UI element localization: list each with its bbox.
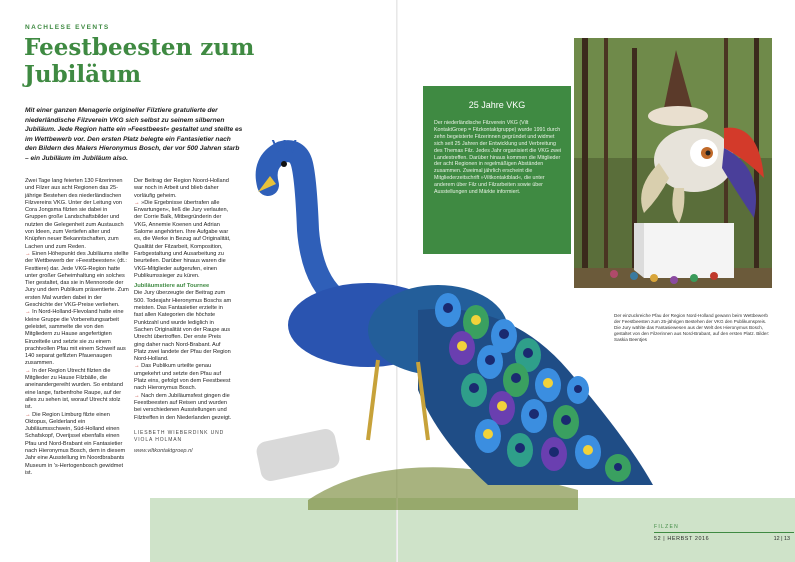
paragraph: → »Die Ergebnisse übertrafen alle Erwartungen«, ließ die Jury verlauten, der Corrie Balk, Mitbegründerin der VKG, Annemie Koenen und Adrian Salome angehörten. Ihre Aufgabe war es, die Werke in Bezug auf Originalität, Qualität der Filzarbeit, Komposition, Farbgestaltung und Ausarbeitung zu beurteilen. Darüber hinaus waren die VKG-Mitglieder aufgerufen, einen Publikumssieger zu küren.: [134, 199, 231, 279]
paragraph: → Die Region Limburg filzte einen Oktopus, Gelderland ein Jubiläumsschwein, Süd-Holland einen Schafskopf, Overijssel ebenfalls einen Pfau und Nord-Brabant ein Fantasietier nach Hieronymus Bosch, dem in diesem Jahr eine Ausstellung im Noordbrabants Museum in 's-Hertogenbosch gewidmet ist.: [25, 411, 126, 476]
bullet-arrow-icon: →: [134, 363, 142, 370]
bullet-arrow-icon: →: [25, 411, 33, 418]
body-column-1: [25, 178, 129, 477]
paragraph: Der Beitrag der Region Noord-Holland war noch in Arbeit und blieb daher vorläufig geheim.: [134, 178, 229, 199]
paragraph: → In Nord-Holland-Flevoland hatte eine kleine Gruppe die Vorbereitungsarbeit geleistet, sammelte die von den Mitgliedern zu Hause angefertigten Einzelteile und setzte sie zu einem prachtvollen Pfau mit einem Schweif aus 140 separat gefilzten Pfauenaugen zusammen.: [25, 309, 126, 367]
paragraph: → Nach dem Jubiläumsfest gingen die Feestbeesten auf Reisen und wurden bei verschiedenen Ausstellungen und Filztreffen in den Niederlanden gezeigt.: [134, 392, 232, 421]
paragraph: → In der Region Utrecht filzten die Mitglieder zu Hause Filzbälle, die aneinandergereiht wurden. So entstand eine lange, farbenfrohe Raupe, auf der alles zu sehen ist, worauf Utrecht stolz ist.: [25, 367, 123, 411]
article-lead: Mit einer ganzen Menagerie origineller Filztiere gratulierte der niederländische Filzverein VKG sich selbst zu seinem silbernen Jubiläum. Jede Region hatte ein »Feestbeest« gestaltet und stellte es im Wettbewerb vor. Den ersten Platz belegte ein Fantasietier nach den Bildern des Malers Hieronymus Bosch, der vor 500 Jahren starb – ein Jubiläum im Jubiläum also.: [25, 107, 243, 162]
sidebar-text: Der niederländische Filzverein VKG (Vilt KontaktGroep = Filzkontaktgruppe) wurde 1991 durch zehn begeisterte Filzerinnen gegründet und widmet sich seit 25 Jahren der Entwicklung und Verbreitung des Themas Filz. Jedes Jahr organisiert die VKG zwei Landestreffen. Darüber hinaus kommen die Mitglieder der acht Regionen in regelmäßigen Abständen zusammen. Zweimal jährlich erscheint die Mitgliederzeitschrift »Viltkontaktblad«, die unter anderem über Filz und Filzarbeiten sowie über Ausstellungen und Märkte informiert.: [434, 120, 562, 196]
paragraph: Zwei Tage lang feierten 130 Filzerinnen und Filzer aus acht Regionen das 25-jährige Bestehen des niederländischen Filzvereins VKG. Unter der Leitung von Cora Jongsma filzten sie dabei in Gruppen große Landschaftsbilder und nutzten die Gelegenheit zum Austausch von Ideen, zum Vertiefen alter und Knüpfen neuer Bekanntschaften, zum Lachen und zum Reden.: [25, 178, 124, 250]
issue-label: 52 | HERBST 2016: [654, 536, 710, 542]
bullet-arrow-icon: →: [25, 309, 33, 316]
magazine-name: FILZEN: [654, 524, 680, 530]
page-footer: [654, 524, 794, 545]
section-kicker: NACHLESE EVENTS: [25, 24, 110, 31]
article-title: Feestbeesten zum Jubiläum: [24, 34, 255, 88]
paragraph: → Das Publikum urteilte genau umgekehrt und setzte den Pfau auf Platz eins, gefolgt von dem Feestbeest nach Hieronymus Bosch.: [134, 363, 231, 392]
photo-caption: Der einzuckreiche Pfau der Region Nord-Holland gewann beim Wettbewerb der Feestbeesten zum 25-jährigen Bestehen der VKG den Publikumspreis. Die Jury wählte das Fantasiewesen aus der Welt des Hieronymus Bosch, gestaltet von den Filzerinnen aus Nord-Brabant, auf den ersten Platz. Bilder: Saskia Beentjes: [614, 313, 770, 342]
bullet-arrow-icon: →: [134, 199, 142, 206]
bullet-arrow-icon: →: [25, 367, 33, 374]
website-link[interactable]: www.viltkontaktgroep.nl: [134, 448, 193, 455]
section-subhead: Jubiläumstiere auf Tournee: [134, 283, 210, 290]
paragraph: Die Jury überzeugte der Beitrag zum 500. Todesjahr Hieronymus Boschs am meisten. Das Fantasietier erzielte in fast allen Kategorien die höchste Punktzahl und wurde lediglich in Sachen Originalität von der Raupe aus Utrecht übertroffen. Der erste Preis ging daher nach Nord-Brabant. Auf Platz zwei landete der Pfau der Region Nord-Holland.: [134, 290, 232, 363]
page-numbers: 12 | 13: [773, 536, 790, 542]
author-credit: LIESBETH WIEBERDINK UND VIOLA HOLMAN: [134, 429, 225, 444]
paragraph: → Einen Höhepunkt des Jubiläums stellte der Wettbewerb der »Feestbeesten« (dt.: Festtiere) dar. Jede VKG-Region hatte unter großer Geheimhaltung ein solches Tier gestaltet, das sie in Mennorode der Jury und dem Publikum präsentierte. Zum ersten Mal wurden dabei in der Geschichte der VKG-Preise verliehen.: [25, 250, 129, 309]
body-column-2: [134, 178, 232, 456]
peacock-sculpture-image: [248, 140, 668, 510]
sidebar-title: 25 Jahre VKG: [468, 100, 526, 110]
bullet-arrow-icon: →: [134, 392, 142, 399]
bullet-arrow-icon: →: [25, 250, 33, 257]
